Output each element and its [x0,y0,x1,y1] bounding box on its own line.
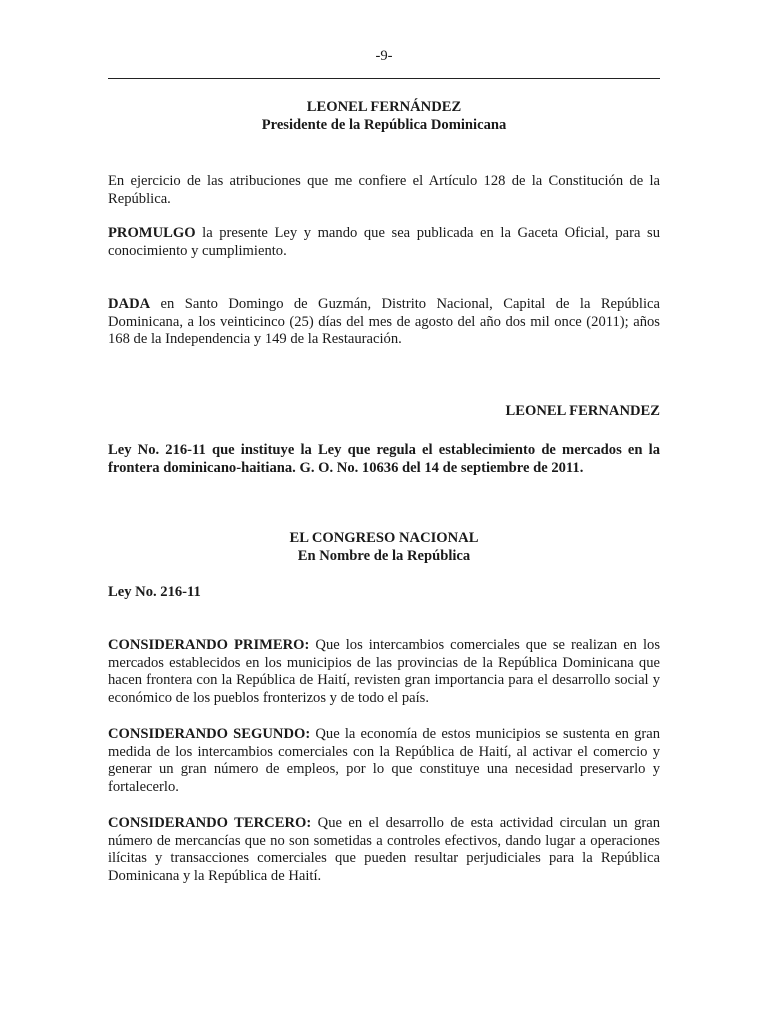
signature-name: LEONEL FERNANDEZ [505,403,660,419]
dada-text: en Santo Domingo de Guzmán, Distrito Nacional, Capital de la República Dominicana, a los veinticinco (25) días del mes de agosto del año dos mil once (2011); años 168 de la Independencia y 149 de la Restauración. [108,296,660,348]
law-number: Ley No. 216-11 [108,584,201,600]
considerando-text: Que la economía de estos municipios se sustenta en gran medida de los intercambios comerciales con la República de Haití, al activar el comercio y generar un gran número de empleos, por lo que constituye una necesidad preservarlo y fortalecerlo. [108,726,661,795]
paragraph-ejercicio: En ejercicio de las atribuciones que me confiere el Artículo 128 de la Constitución de la República. [108,173,660,207]
considerando-primero [108,637,660,707]
congress-title: EL CONGRESO NACIONAL [289,530,479,546]
header-rule [108,78,660,79]
considerando-tercero [108,815,660,885]
president-name: LEONEL FERNÁNDEZ [306,99,462,115]
considerando-lead: CONSIDERANDO TERCERO: [108,815,312,831]
signature-block [108,99,660,134]
page-number: -9- [375,48,393,64]
congress-subtitle: En Nombre de la República [297,547,471,564]
congress-heading [108,530,660,565]
law-heading-text: Ley No. 216-11 que instituye la Ley que regula el establecimiento de mercados en la frontera dominicano-haitiana. G. O. No. 10636 del 14 de septiembre de 2011. [108,442,660,476]
considerando-text: Que los intercambios comerciales que se realizan en los mercados establecidos en los municipios de las provincias de la República Dominicana que hacen frontera con la República de Haití, revisten gran importancia para el desarrollo social y económico de los pueblos fronterizos y de todo el país. [108,637,661,706]
promulgo-lead: PROMULGO [108,225,196,241]
paragraph-dada [108,296,660,349]
considerando-lead: CONSIDERANDO PRIMERO: [108,637,310,653]
considerando-segundo [108,726,660,796]
president-title: Presidente de la República Dominicana [261,116,507,133]
law-heading [108,442,660,477]
considerando-text: Que en el desarrollo de esta actividad circulan un gran número de mercancías que no son sometidas a controles efectivos, dando lugar a operaciones ilícitas y transacciones comerciales que pueden resultar perjudiciales para la República Dominicana y la República de Haití. [108,815,661,884]
promulgo-text: la presente Ley y mando que sea publicada en la Gaceta Oficial, para su conocimiento y cumplimiento. [108,225,660,259]
considerando-lead: CONSIDERANDO SEGUNDO: [108,726,311,742]
dada-lead: DADA [108,296,151,312]
paragraph-promulgo [108,225,660,260]
